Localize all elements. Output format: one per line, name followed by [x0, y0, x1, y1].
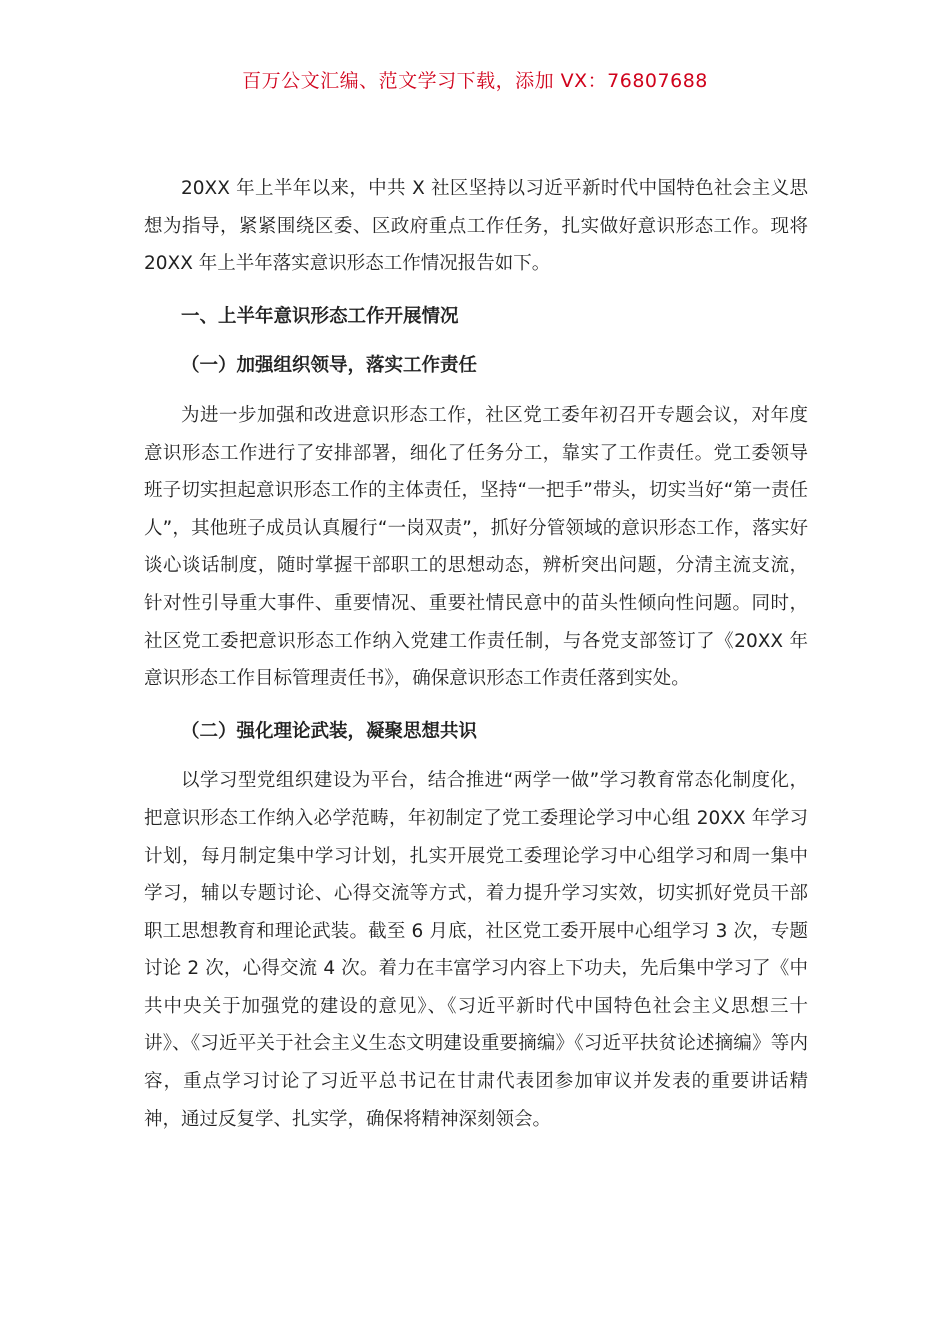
subsection-2-heading: （二）强化理论武装，凝聚思想共识 — [181, 720, 478, 742]
intro-paragraph: 20XX 年上半年以来，中共 X 社区坚持以习近平新时代中国特色社会主义思想为指导，紧紧围绕区委、区政府重点工作任务，扎实做好意识形态工作。现将 20XX 年上半年落实意识形态工作情况报告如下。 — [144, 178, 808, 275]
subsection-1-heading-block — [144, 347, 808, 385]
document-body — [144, 170, 808, 1138]
subsection-2-heading-block — [144, 713, 808, 751]
subsection-2-paragraph: 以学习型党组织建设为平台，结合推进“两学一做”学习教育常态化制度化，把意识形态工作纳入必学范畴，年初制定了党工委理论学习中心组 20XX 年学习计划，每月制定集中学习计划，扎实开展党工委理论学习中心组学习和周一集中学习，辅以专题讨论、心得交流等方式，着力提升学习实效，切实抓好党员干部职工思想教育和理论武装。截至 6 月底，社区党工委开展中心组学习 3 次，专题讨论 2 次，心得交流 4 次。着力在丰富学习内容上下功夫，先后集中学习了《中共中央关于加强党的建设的意见》、《习近平新时代中国特色社会主义思想三十讲》、《习近平关于社会主义生态文明建设重要摘编》《习近平扶贫论述摘编》等内容，重点学习讨论了习近平总书记在甘肃代表团参加审议并发表的重要讲话精神，通过反复学、扎实学，确保将精神深刻领会。 — [144, 770, 808, 1130]
subsection-1-heading: （一）加强组织领导，落实工作责任 — [181, 355, 478, 377]
section-1-heading: 一、上半年意识形态工作开展情况 — [181, 305, 459, 327]
subsection-1-paragraph: 为进一步加强和改进意识形态工作，社区党工委年初召开专题会议，对年度意识形态工作进行了安排部署，细化了任务分工，靠实了工作责任。党工委领导班子切实担起意识形态工作的主体责任，坚持“一把手”带头，切实当好“第一责任人”，其他班子成员认真履行“一岗双责”，抓好分管领域的意识形态工作，落实好谈心谈话制度，随时掌握干部职工的思想动态，辨析突出问题，分清主流支流，针对性引导重大事件、重要情况、重要社情民意中的苗头性倾向性问题。同时，社区党工委把意识形态工作纳入党建工作责任制，与各党支部签订了《20XX 年意识形态工作目标管理责任书》，确保意识形态工作责任落到实处。 — [144, 404, 808, 690]
header-banner: 百万公文汇编、范文学习下载，添加 VX：76807688 — [242, 70, 708, 92]
section-1 — [144, 298, 808, 336]
